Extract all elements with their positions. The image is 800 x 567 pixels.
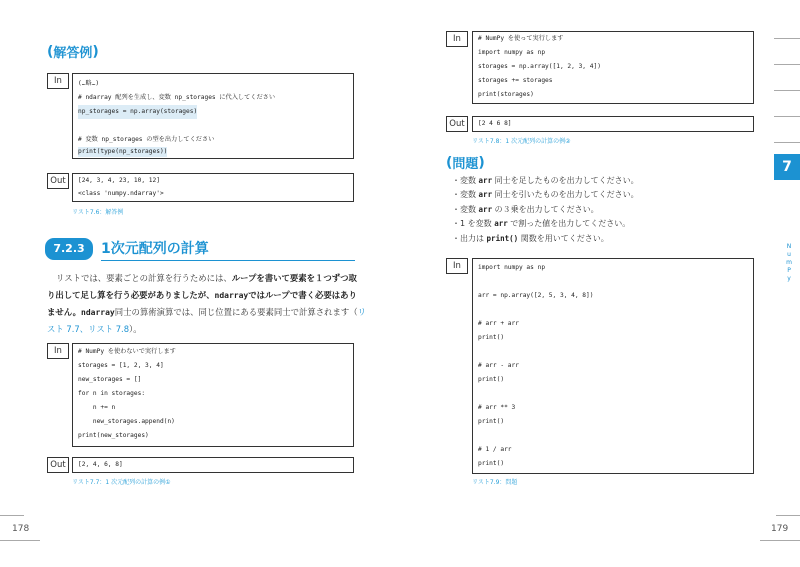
code-line: new_storages = [] — [78, 376, 142, 383]
bullet-item: ・出力は print() 関数を用いてください。 — [452, 233, 609, 243]
margin-rule — [774, 116, 800, 117]
margin-rule — [774, 38, 800, 39]
margin-rule — [774, 64, 800, 65]
code-line: print() — [478, 334, 505, 341]
answer-code-block — [72, 73, 354, 159]
code-line: print() — [478, 418, 505, 425]
code-line-highlighted: np_storages = np.array(storages) — [78, 105, 197, 119]
example1-output-block — [72, 457, 354, 473]
code-line: (…略…) — [78, 80, 100, 87]
margin-rule — [774, 90, 800, 91]
example1-out-tag: Out — [47, 457, 69, 473]
code-line: # arr - arr — [478, 362, 519, 369]
bullet-item: ・変数 arr 同士を引いたものを出力してください。 — [452, 190, 639, 200]
code-line: # NumPy を使わないで実行します — [78, 348, 176, 355]
right-bracket-icon: ) — [478, 154, 485, 171]
bullet-item: ・変数 arr の３乗を出力してください。 — [452, 204, 599, 214]
answer-output-block — [72, 173, 354, 202]
code-line: # arr + arr — [478, 320, 519, 327]
output-line: [24, 3, 4, 23, 10, 12] — [78, 177, 160, 184]
caption-7-7: リスト7.7：1 次元配列の計算の例① — [72, 479, 171, 486]
example1-code-block — [72, 343, 354, 447]
problem-code-block — [472, 258, 754, 474]
section-paragraph: リストでは、要素ごとの計算を行うためには、ループを書いて要素を１つずつ取 り出して足し算を行う必要がありましたが、ndarrayではループで書く必要はあり ません。ndarray同士の算術演算では、同じ位置にある要素同士で計算されます（リ スト 7.7、リスト 7.8）。 — [47, 273, 366, 334]
code-line: new_storages.append(n) — [78, 418, 175, 425]
section-title: 1次元配列の計算 — [101, 241, 209, 257]
caption-7-9: リスト7.9：問題 — [472, 479, 518, 486]
section-underline — [101, 260, 355, 261]
left-bracket-icon: ( — [47, 43, 54, 60]
caption-7-8: リスト7.8：1 次元配列の計算の例② — [472, 138, 571, 145]
left-bracket-icon: ( — [446, 154, 453, 171]
right-bracket-icon: ) — [92, 43, 99, 60]
code-line: storages = np.array([1, 2, 3, 4]) — [478, 63, 601, 70]
page-number-left: 178 — [12, 524, 30, 534]
list-ref-link[interactable]: リ — [357, 307, 366, 317]
code-line: storages = [1, 2, 3, 4] — [78, 362, 164, 369]
caption-7-6: リスト7.6：解答例 — [72, 209, 124, 216]
code-line: # 変数 np_storages の型を出力してください — [78, 136, 215, 143]
output-line: <class 'numpy.ndarray'> — [78, 190, 164, 197]
example2-out-tag: Out — [446, 116, 468, 132]
answer-out-tag: Out — [47, 173, 69, 189]
problem-heading: ( 問題 ) — [446, 154, 485, 172]
code-line: for n in storages: — [78, 390, 146, 397]
code-line: # arr ** 3 — [478, 404, 516, 411]
page-number-right: 179 — [771, 524, 789, 534]
code-line-highlighted: print(type(np_storages)) — [78, 148, 168, 155]
example2-code-block — [472, 31, 754, 104]
output-line: [2, 4, 6, 8] — [78, 461, 123, 468]
answer-heading: ( 解答例 ) — [47, 43, 99, 61]
code-line: print() — [478, 376, 505, 383]
problem-bullets — [452, 174, 752, 246]
example2-output-block — [472, 116, 754, 132]
list-ref-link[interactable]: スト 7.7、リスト 7.8 — [47, 324, 130, 334]
code-line: print() — [478, 460, 505, 467]
code-line: n += n — [78, 404, 116, 411]
code-line: import numpy as np — [478, 264, 546, 271]
bullet-item: ・1 を変数 arr で割った値を出力してください。 — [452, 219, 631, 229]
code-line: # ndarray 配列を生成し、変数 np_storages に代入してください — [78, 94, 276, 101]
answer-in-tag: In — [47, 73, 69, 89]
code-line: storages += storages — [478, 77, 553, 84]
problem-in-tag: In — [446, 258, 468, 274]
side-label-numpy: N u m P y — [786, 243, 792, 282]
code-line: arr = np.array([2, 5, 3, 4, 8]) — [478, 292, 594, 299]
code-line: print(storages) — [478, 91, 534, 98]
left-footer-rule — [0, 515, 24, 516]
margin-rule — [774, 142, 800, 143]
section-number-badge: 7.2.3 — [45, 238, 93, 260]
right-footer-rule-2 — [760, 540, 800, 541]
example2-in-tag: In — [446, 31, 468, 47]
code-line: print(new_storages) — [78, 432, 149, 439]
code-line: import numpy as np — [478, 49, 546, 56]
example1-in-tag: In — [47, 343, 69, 359]
chapter-tab: 7 — [774, 154, 800, 180]
bullet-item: ・変数 arr 同士を足したものを出力してください。 — [452, 176, 639, 185]
output-line: [2 4 6 8] — [478, 120, 512, 127]
code-line: # 1 / arr — [478, 446, 512, 453]
left-footer-rule-2 — [0, 540, 40, 541]
right-footer-rule — [776, 515, 800, 516]
section-heading — [45, 238, 355, 262]
code-line: # NumPy を使って実行します — [478, 35, 564, 42]
